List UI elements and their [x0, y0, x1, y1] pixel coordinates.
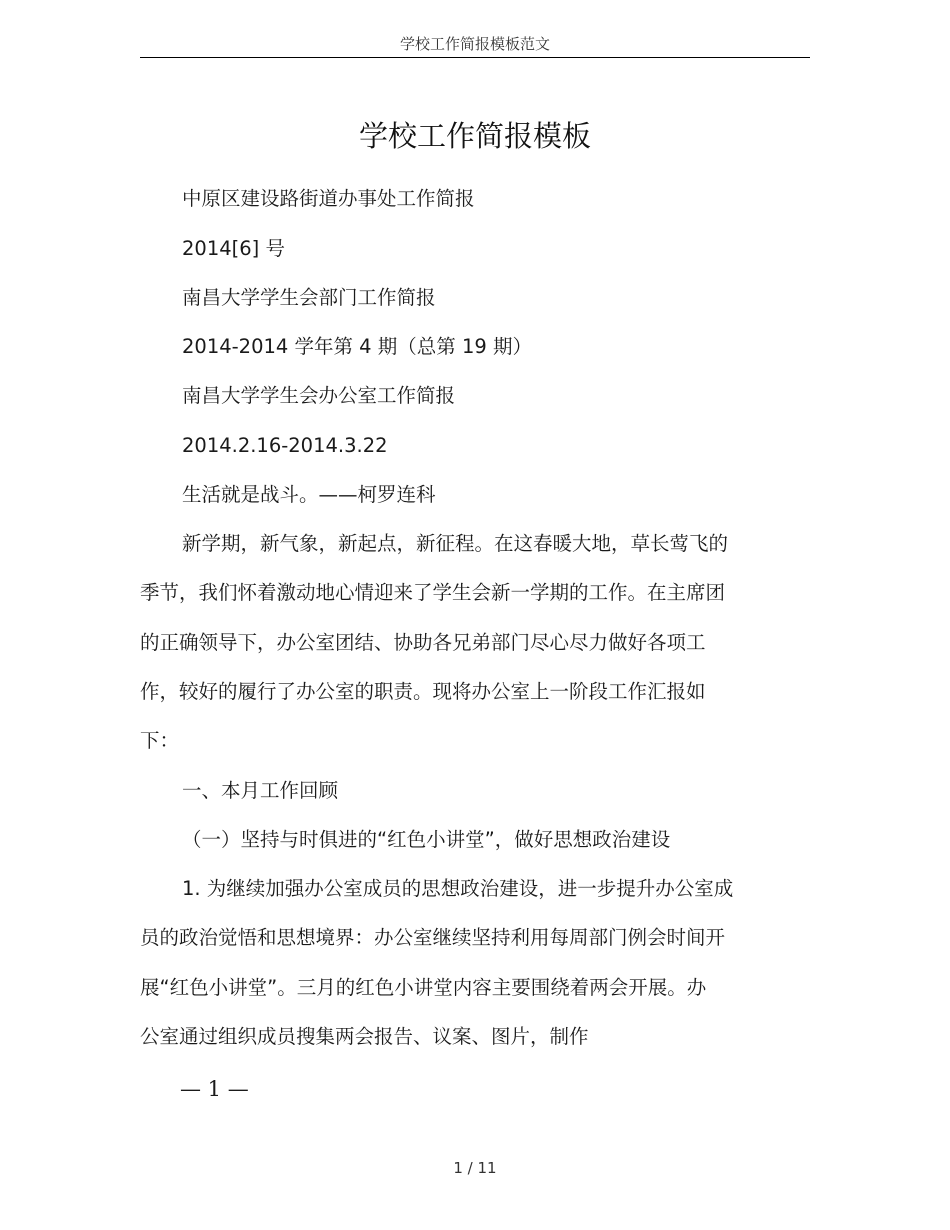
paragraph-line: 季节，我们怀着激动地心情迎来了学生会新一学期的工作。在主席团	[140, 581, 726, 604]
paragraph-line: 员的政治觉悟和思想境界：办公室继续坚持利用每周部门例会时间开	[140, 926, 726, 949]
paragraph-line: 公室通过组织成员搜集两会报告、议案、图片，制作	[140, 1025, 589, 1048]
quote-line: 生活就是战斗。——柯罗连科	[182, 483, 436, 506]
section-heading: 一、本月工作回顾	[182, 779, 339, 802]
issue-period: 2014-2014 学年第 4 期（总第 19 期）	[182, 335, 533, 358]
paragraph-line: 新学期，新气象，新起点，新征程。在这春暖大地，草长莺飞的	[182, 532, 729, 555]
running-header: 学校工作简报模板范文	[399, 35, 550, 53]
document-title: 学校工作简报模板	[358, 119, 591, 153]
subsection-heading: （一）坚持与时俱进的“红色小讲堂”，做好思想政治建设	[182, 828, 671, 851]
issue-number: 2014[6] 号	[182, 237, 285, 260]
page-number: — 1 —	[180, 1077, 249, 1101]
paragraph-line: 1. 为继续加强办公室成员的思想政治建设，进一步提升办公室成	[182, 877, 734, 900]
paragraph-line: 下：	[140, 729, 180, 752]
paragraph-line: 的正确领导下，办公室团结、协助各兄弟部门尽心尽力做好各项工	[140, 631, 706, 654]
subtitle-department-briefing: 南昌大学学生会部门工作简报	[182, 286, 436, 309]
header-divider	[140, 57, 810, 58]
paragraph-line: 展“红色小讲堂”。三月的红色小讲堂内容主要围绕着两会开展。办	[140, 976, 707, 999]
subtitle-office-report: 南昌大学学生会办公室工作简报	[182, 384, 456, 407]
paragraph-line: 作，较好的履行了办公室的职责。现将办公室上一阶段工作汇报如	[140, 680, 706, 703]
subtitle-office-briefing: 中原区建设路街道办事处工作简报	[182, 187, 475, 210]
page-indicator: 1 / 11	[453, 1159, 497, 1177]
date-range: 2014.2.16-2014.3.22	[182, 434, 388, 457]
